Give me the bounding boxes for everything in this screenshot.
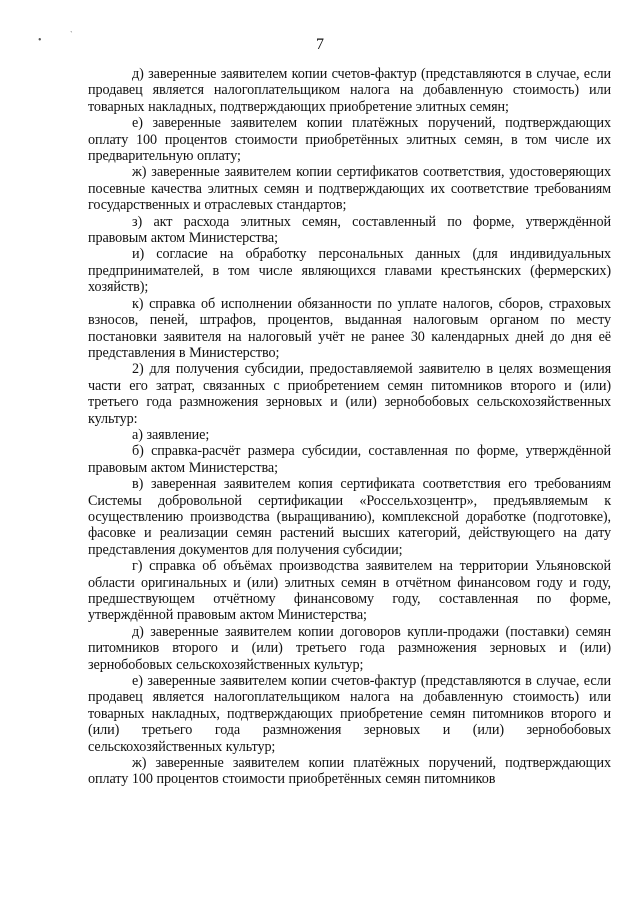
paragraph-item-d: д) заверенные заявителем копии счетов-фактур (представляются в случае, если продавец является налогоплательщиком налога на добавленную стоимость) или товарных накладных, подтверждающих приобретение элитных семян; [88,66,611,115]
paragraph-item-b: б) справка-расчёт размера субсидии, составленная по форме, утверждённой правовым актом Министерства; [88,443,611,476]
paragraph-item-v: в) заверенная заявителем копия сертификата соответствия его требованиям Системы добровольной сертификации «Россельхозцентр», предъявляемым к осуществлению производства (выращиванию), комплексной доработке (подготовке), фасовке и реализации семян растений высших категорий, действующего на дату представления документов для получения субсидии; [88,476,611,558]
paragraph-item-a: а) заявление; [132,426,210,443]
paragraph-item-d2: д) заверенные заявителем копии договоров купли-продажи (поставки) семян питомников второго и (или) третьего года размножения зерновых и (или) зернобобовых сельскохозяйственных культур; [88,623,611,673]
paragraph-item-z: з) акт расхода элитных семян, составленный по форме, утверждённой правовым актом Министерства; [88,213,611,247]
scan-speck: ` [70,30,73,39]
paragraph-item-e2: е) заверенные заявителем копии счетов-фактур (представляются в случае, если продавец является налогоплательщиком налога на добавленную стоимость) или товарных накладных, подтверждающих приобретение семян питомников второго и (или) третьего года размножения зерновых и (или) зернобобовых сельскохозяйственных культур; [88,673,611,755]
paragraph-item-g: г) справка об объёмах производства заявителем на территории Ульяновской области оригинальных и (или) элитных семян в отчётном финансовом году и году, предшествующем отчётному финансовому году, составленная по форме, утверждённой правовым актом Министерства; [88,558,611,624]
page-number: 7 [316,36,324,53]
paragraph-item-zh: ж) заверенные заявителем копии сертификатов соответствия, удостоверяющих посевные качества элитных семян и подтверждающих их соответствие требованиям государственных и отраслевых стандартов; [88,164,611,214]
body-text [88,66,611,788]
paragraph-item-i: и) согласие на обработку персональных данных (для индивидуальных предпринимателей, в том числе являющихся главами крестьянских (фермерских) хозяйств); [88,246,611,296]
paragraph-section-2: 2) для получения субсидии, предоставляемой заявителю в целях возмещения части его затрат, связанных с приобретением семян питомников второго и (или) третьего года размножения зерновых и (или) зернобобовых сельскохозяйственных культур: [88,361,611,427]
scan-speck: • [38,35,42,46]
paragraph-item-zh2: ж) заверенные заявителем копии платёжных поручений, подтверждающих оплату 100 процентов стоимости приобретённых семян питомников [88,755,611,788]
paragraph-item-e: е) заверенные заявителем копии платёжных поручений, подтверждающих оплату 100 процентов стоимости приобретённых элитных семян, в том числе их предварительную оплату; [88,115,611,165]
paragraph-item-k: к) справка об исполнении обязанности по уплате налогов, сборов, страховых взносов, пеней, штрафов, процентов, выданная налоговым органом по месту постановки заявителя на налоговый учёт не ранее 30 календарных дней до дня её представления в Министерство; [88,295,611,361]
